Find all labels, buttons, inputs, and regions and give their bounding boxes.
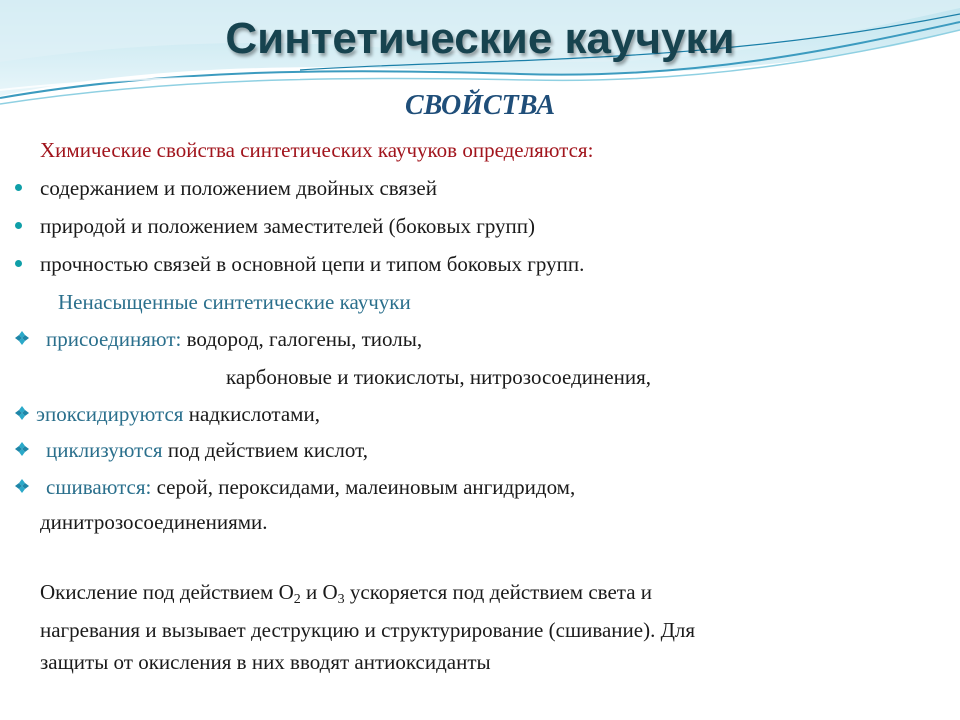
reaction-verb: присоединяют: <box>46 327 182 351</box>
oxidation-text: и О <box>300 580 338 604</box>
bullet-dot-icon <box>15 222 22 229</box>
diamond-bullet-icon <box>14 441 30 457</box>
bullet-item: прочностью связей в основной цепи и типом боковых групп. <box>40 252 585 276</box>
reaction-text: надкислотами, <box>183 402 320 426</box>
diamond-bullet-icon <box>14 405 30 421</box>
oxidation-subscript: 2 <box>293 592 301 607</box>
bullet-item: природой и положением заместителей (боковых групп) <box>40 214 536 238</box>
bullet-item: содержанием и положением двойных связей <box>40 176 437 200</box>
reaction-text: серой, пероксидами, малеиновым ангидридом, <box>151 475 576 499</box>
reaction-line <box>46 438 368 463</box>
reaction-text: под действием кислот, <box>162 438 368 462</box>
oxidation-line: защиты от окисления в них вводят антиоксиданты <box>40 650 491 674</box>
oxidation-text: ускоряется под действием света и <box>344 580 653 604</box>
diamond-bullet-icon <box>14 478 30 494</box>
oxidation-text: Окисление под действием О <box>40 580 294 604</box>
reaction-verb: эпоксидируются <box>36 402 184 426</box>
oxidation-line <box>40 580 652 608</box>
unsaturated-heading: Ненасыщенные синтетические каучуки <box>58 290 411 314</box>
intro-line: Химические свойства синтетических каучуков определяются: <box>40 138 594 162</box>
reaction-line <box>46 327 422 352</box>
diamond-bullet-icon <box>14 330 30 346</box>
reaction-verb: циклизуются <box>46 438 163 462</box>
bullet-dot-icon <box>15 260 22 267</box>
oxidation-subscript: 3 <box>337 592 345 607</box>
slide-subtitle: СВОЙСТВА <box>404 90 556 121</box>
slide-title: Синтетические каучуки <box>225 14 735 63</box>
reaction-line <box>36 402 320 427</box>
bullet-dot-icon <box>15 184 22 191</box>
reaction-line <box>46 475 575 500</box>
oxidation-line: нагревания и вызывает деструкцию и структурирование (сшивание). Для <box>40 618 696 642</box>
reaction-line-continued: динитрозосоединениями. <box>40 510 268 534</box>
reaction-verb: сшиваются: <box>46 475 152 499</box>
reaction-text: водород, галогены, тиолы, <box>181 327 423 351</box>
reaction-line-continued: карбоновые и тиокислоты, нитрозосоединения, <box>226 365 651 389</box>
